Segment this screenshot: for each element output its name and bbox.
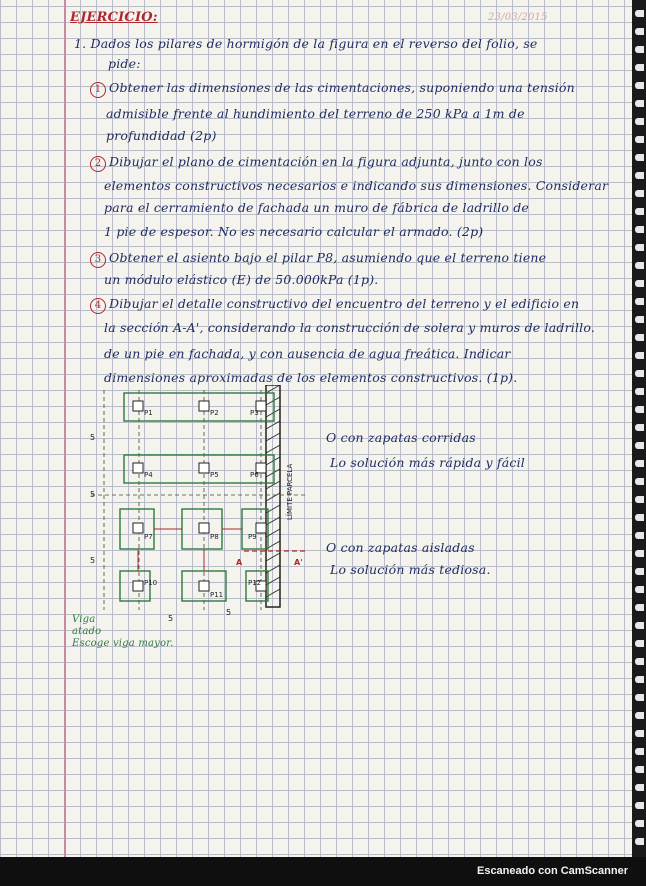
item-2-line-a: Dibujar el plano de cimentación en la figura adjunta, junto con los xyxy=(109,154,543,169)
item-4-line-c: de un pie en fachada, y con ausencia de agua freática. Indicar xyxy=(104,346,511,361)
section-label-a-prime: A' xyxy=(294,558,303,567)
pillar-label: P12 xyxy=(248,579,262,587)
item-2-line-c: para el cerramiento de fachada un muro de fábrica de ladrillo de xyxy=(104,200,530,215)
item-4-number: 4 xyxy=(90,298,106,314)
dimension-label: 5 xyxy=(90,433,96,442)
dimension-label: 5 xyxy=(90,556,96,565)
pillar-label: P2 xyxy=(210,409,219,417)
item-1 xyxy=(90,80,575,98)
green-note-3: Escoge viga mayor. xyxy=(72,638,174,649)
spiral-binding xyxy=(632,0,646,857)
green-note-2: atado xyxy=(72,626,102,637)
item-4-line-b: la sección A-A', considerando la construcción de solera y muros de ladrillo. xyxy=(104,320,596,335)
date: 23/03/2015 xyxy=(488,12,548,23)
option-1-title: O con zapatas corridas xyxy=(326,430,476,445)
item-2-line-d: 1 pie de espesor. No es necesario calcular el armado. (2p) xyxy=(104,224,484,239)
item-1-line-c: profundidad (2p) xyxy=(106,128,217,143)
option-2-title: O con zapatas aisladas xyxy=(326,540,475,555)
strip-footings xyxy=(120,393,274,601)
exercise-title: EJERCICIO: xyxy=(70,10,158,25)
green-note-1: Viga xyxy=(72,614,96,625)
pillar-label: P11 xyxy=(210,591,224,599)
item-4-line-d: dimensiones aproximadas de los elementos constructivos. (1p). xyxy=(104,370,518,385)
question-intro: 1. Dados los pilares de hormigón de la figura en el reverso del folio, se xyxy=(74,36,538,51)
pillars xyxy=(133,401,266,591)
pillar-label: P3 xyxy=(250,409,259,417)
item-2 xyxy=(90,154,543,172)
item-1-line-b: admisible frente al hundimiento del terreno de 250 kPa a 1m de xyxy=(106,106,525,121)
dimension-label: 5 xyxy=(90,490,96,499)
wall-label: LÍMITE PARCELA xyxy=(286,463,294,520)
section-label-a: A xyxy=(236,558,243,567)
item-4 xyxy=(90,296,579,314)
pillar-label: P9 xyxy=(248,533,257,541)
pillar-label: P1 xyxy=(144,409,153,417)
item-1-number: 1 xyxy=(90,82,106,98)
item-3-number: 3 xyxy=(90,252,106,268)
pillar-label: P5 xyxy=(210,471,219,479)
margin-line xyxy=(64,0,66,857)
wall-hatch xyxy=(266,385,280,597)
dimension-label: 5 xyxy=(226,608,232,617)
item-3 xyxy=(90,250,546,268)
item-2-number: 2 xyxy=(90,156,106,172)
option-1-note: Lo solución más rápida y fácil xyxy=(330,455,525,470)
item-4-line-a: Dibujar el detalle constructivo del encuentro del terreno y el edificio en xyxy=(109,296,580,311)
item-1-line-a: Obtener las dimensiones de las cimentaciones, suponiendo una tensión xyxy=(109,80,575,95)
item-2-line-b: elementos constructivos necesarios e indicando sus dimensiones. Considerar xyxy=(104,178,609,193)
pillar-label: P6 xyxy=(250,471,259,479)
axis-lines xyxy=(91,390,306,610)
question-intro-cont: pide: xyxy=(108,56,141,71)
dimension-label: 5 xyxy=(168,614,174,623)
scanner-watermark: Escaneado con CamScanner xyxy=(0,857,646,886)
foundation-plan xyxy=(76,385,306,630)
pillar-label: P7 xyxy=(144,533,153,541)
item-3-line-a: Obtener el asiento bajo el pilar P8, asumiendo que el terreno tiene xyxy=(109,250,547,265)
option-2-note: Lo solución más tediosa. xyxy=(330,562,491,577)
item-3-line-b: un módulo elástico (E) de 50.000kPa (1p). xyxy=(104,272,379,287)
pillar-label: P8 xyxy=(210,533,219,541)
pillar-label: P10 xyxy=(144,579,158,587)
pillar-label: P4 xyxy=(144,471,153,479)
